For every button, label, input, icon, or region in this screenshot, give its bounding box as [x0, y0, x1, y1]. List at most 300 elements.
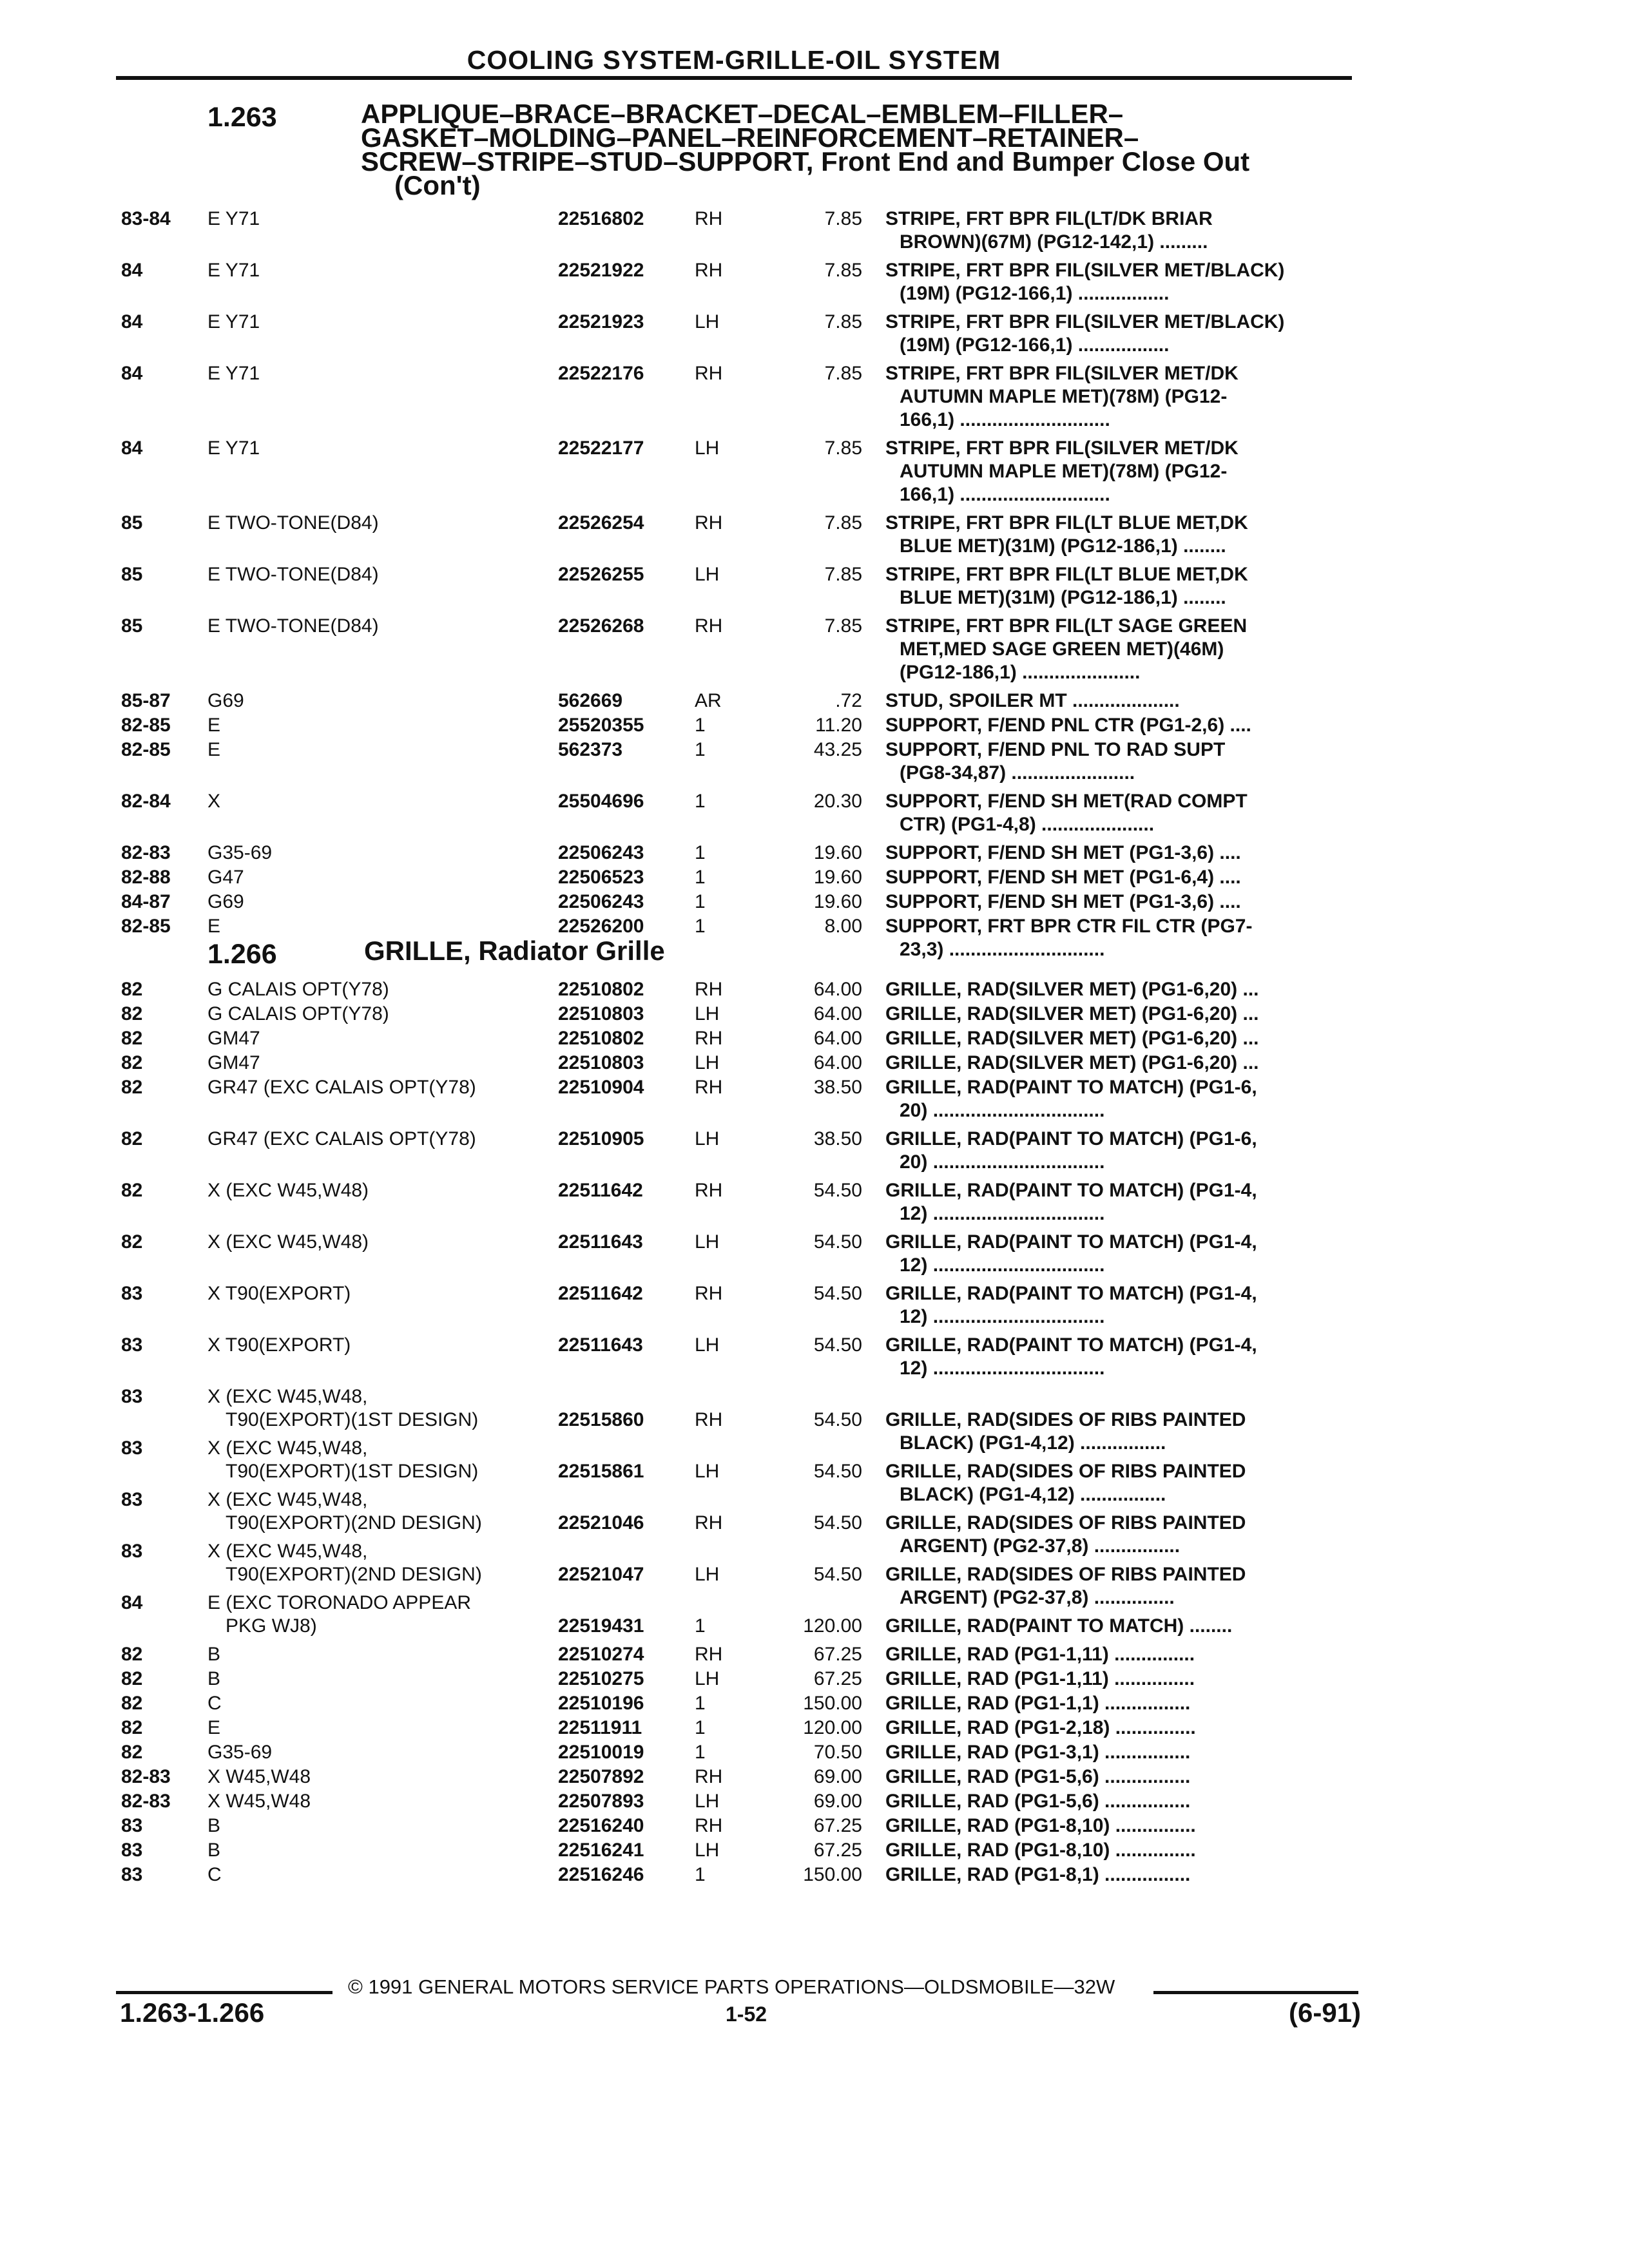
part-number-cell: 22510802 — [558, 979, 644, 1000]
application-line-2: T90(EXPORT)(2ND DESIGN) — [226, 1564, 482, 1585]
application-text: G CALAIS OPT(Y78) — [207, 1003, 389, 1024]
application-cell — [207, 311, 555, 334]
application-cell — [207, 615, 555, 638]
description-cell — [885, 738, 1362, 785]
section-title-line-1: APPLIQUE–BRACE–BRACKET–DECAL–EMBLEM–FILLER– — [361, 99, 1124, 129]
quantity-cell: 1 — [695, 1864, 706, 1885]
application-text: G35-69 — [207, 1742, 273, 1763]
price-cell: 7.85 — [824, 208, 862, 229]
price-cell: 120.00 — [803, 1615, 862, 1637]
description-cell — [885, 790, 1362, 836]
price-cell: 64.00 — [813, 1052, 862, 1073]
description-cell — [885, 1716, 1362, 1740]
application-cell — [207, 1334, 555, 1357]
description-line-2: 12) ................................ — [900, 1254, 1105, 1276]
price-cell: 19.60 — [813, 842, 862, 863]
price-cell: 70.50 — [813, 1742, 862, 1763]
application-cell — [207, 1765, 555, 1789]
price-cell: 54.50 — [813, 1334, 862, 1356]
table-row — [121, 1052, 1358, 1075]
year-cell: 83 — [121, 1283, 143, 1304]
application-text: G CALAIS OPT(Y78) — [207, 979, 389, 1000]
table-row — [121, 1076, 1358, 1122]
application-cell — [207, 790, 555, 813]
section-title-continued: (Con't) — [394, 170, 481, 200]
quantity-cell: RH — [695, 1644, 723, 1665]
description-line-2: 12) ................................ — [900, 1306, 1105, 1327]
part-number-cell: 22526254 — [558, 512, 644, 533]
year-cell: 85 — [121, 564, 143, 585]
quantity-cell: LH — [695, 564, 720, 585]
part-number-cell: 22515860 — [558, 1409, 644, 1430]
footer-rule-right — [1153, 1991, 1358, 1994]
quantity-cell: 1 — [695, 867, 706, 888]
description-line-1: GRILLE, RAD(SIDES OF RIBS PAINTED — [885, 1461, 1246, 1482]
table-row — [121, 1667, 1358, 1691]
quantity-cell: 1 — [695, 1742, 706, 1763]
table-row — [121, 1488, 1358, 1557]
price-cell: 69.00 — [813, 1766, 862, 1787]
part-number-cell: 22510803 — [558, 1052, 644, 1073]
part-number-cell: 22506523 — [558, 867, 644, 888]
part-number-cell: 22510802 — [558, 1028, 644, 1049]
description-cell — [885, 714, 1362, 737]
application-text: C — [207, 1864, 222, 1885]
year-cell: 82-85 — [121, 715, 171, 736]
application-line-1: E (EXC TORONADO APPEAR — [207, 1592, 471, 1613]
description-line-1: STRIPE, FRT BPR FIL(LT BLUE MET,DK — [885, 512, 1248, 533]
table-row — [121, 1385, 1358, 1454]
price-cell: 150.00 — [803, 1693, 862, 1714]
table-row — [121, 1814, 1358, 1838]
quantity-cell: 1 — [695, 842, 706, 863]
part-number-cell: 22507893 — [558, 1791, 644, 1812]
footer-section-range: 1.263-1.266 — [120, 1997, 265, 2028]
quantity-cell: 1 — [695, 715, 706, 736]
application-cell — [207, 1839, 555, 1862]
application-cell — [207, 1027, 555, 1050]
application-text: GM47 — [207, 1052, 260, 1073]
quantity-cell: AR — [695, 690, 722, 711]
quantity-cell: RH — [695, 1409, 723, 1430]
application-cell — [207, 714, 555, 737]
description-line-1: SUPPORT, F/END SH MET(RAD COMPT — [885, 791, 1248, 812]
part-number-cell: 22506243 — [558, 842, 644, 863]
description-line-1: SUPPORT, FRT BPR CTR FIL CTR (PG7- — [885, 916, 1253, 937]
application-text: E — [207, 739, 221, 760]
description-cell — [885, 1231, 1362, 1277]
application-line-1: X (EXC W45,W48, — [207, 1386, 368, 1407]
price-cell: 54.50 — [813, 1409, 862, 1430]
table-row — [121, 790, 1358, 836]
quantity-cell: RH — [695, 615, 723, 637]
description-cell — [885, 1027, 1362, 1050]
table-row — [121, 207, 1358, 254]
application-text: B — [207, 1644, 221, 1665]
description-line-1: STRIPE, FRT BPR FIL(LT/DK BRIAR — [885, 208, 1213, 229]
part-number-cell: 22510803 — [558, 1003, 644, 1024]
price-cell: 38.50 — [813, 1128, 862, 1149]
price-cell: 7.85 — [824, 615, 862, 637]
year-cell: 82-83 — [121, 1791, 171, 1812]
description-cell — [885, 689, 1362, 713]
price-cell: 7.85 — [824, 437, 862, 459]
description-cell — [885, 1863, 1362, 1887]
table-row — [121, 311, 1358, 357]
description-line-2: 12) ................................ — [900, 1203, 1105, 1224]
part-number-cell: 22526200 — [558, 916, 644, 937]
description-line-1: GRILLE, RAD(SIDES OF RIBS PAINTED — [885, 1409, 1246, 1430]
application-text: X T90(EXPORT) — [207, 1283, 351, 1304]
description-line-2: 23,3) ............................. — [900, 939, 1105, 960]
part-number-cell: 22521923 — [558, 311, 644, 332]
application-text: X (EXC W45,W48) — [207, 1180, 369, 1201]
application-text: C — [207, 1693, 222, 1714]
year-cell: 83 — [121, 1815, 143, 1836]
price-cell: 69.00 — [813, 1791, 862, 1812]
part-number-cell: 22521047 — [558, 1564, 644, 1585]
part-number-cell: 25520355 — [558, 715, 644, 736]
application-cell — [207, 915, 555, 938]
application-cell — [207, 1741, 555, 1764]
table-row — [121, 738, 1358, 785]
table-row — [121, 615, 1358, 684]
application-cell — [207, 1488, 555, 1535]
year-cell: 83 — [121, 1386, 143, 1407]
description-line-2: MET,MED SAGE GREEN MET)(46M) — [900, 639, 1224, 660]
price-cell: 67.25 — [813, 1644, 862, 1665]
price-cell: 64.00 — [813, 1003, 862, 1024]
price-cell: 54.50 — [813, 1231, 862, 1253]
year-cell: 85-87 — [121, 690, 171, 711]
year-cell: 82-85 — [121, 739, 171, 760]
application-text: GM47 — [207, 1028, 260, 1049]
year-cell: 83 — [121, 1334, 143, 1356]
description-line-1: GRILLE, RAD(SILVER MET) (PG1-6,20) ... — [885, 979, 1259, 1000]
quantity-cell: RH — [695, 512, 723, 533]
application-text: G69 — [207, 891, 244, 912]
quantity-cell: LH — [695, 1334, 720, 1356]
description-line-1: SUPPORT, F/END PNL TO RAD SUPT — [885, 739, 1226, 760]
application-cell — [207, 866, 555, 889]
application-cell — [207, 1814, 555, 1838]
description-line-1: GRILLE, RAD (PG1-2,18) ............... — [885, 1717, 1196, 1738]
price-cell: 54.50 — [813, 1564, 862, 1585]
description-line-1: STRIPE, FRT BPR FIL(SILVER MET/DK — [885, 437, 1239, 459]
quantity-cell: RH — [695, 208, 723, 229]
application-cell — [207, 1076, 555, 1099]
description-line-1: SUPPORT, F/END PNL CTR (PG1-2,6) .... — [885, 715, 1251, 736]
description-line-1: GRILLE, RAD (PG1-1,1) ................ — [885, 1693, 1191, 1714]
application-cell — [207, 890, 555, 914]
page-title: COOLING SYSTEM-GRILLE-OIL SYSTEM — [467, 45, 1001, 75]
description-cell — [885, 437, 1362, 506]
price-cell: 54.50 — [813, 1461, 862, 1482]
footer-page-number: 1-52 — [726, 2003, 767, 2026]
quantity-cell: RH — [695, 1180, 723, 1201]
price-cell: .72 — [835, 690, 862, 711]
application-text: GR47 (EXC CALAIS OPT(Y78) — [207, 1077, 476, 1098]
part-number-cell: 22516802 — [558, 208, 644, 229]
section-number: 1.266 — [207, 939, 277, 970]
application-cell — [207, 1692, 555, 1715]
table-row — [121, 1437, 1358, 1505]
part-number-cell: 22515861 — [558, 1461, 644, 1482]
description-line-1: GRILLE, RAD (PG1-3,1) ................ — [885, 1742, 1191, 1763]
part-number-cell: 22507892 — [558, 1766, 644, 1787]
description-cell — [885, 1839, 1362, 1862]
description-line-2: ARGENT) (PG2-37,8) ............... — [900, 1587, 1175, 1608]
application-text: E — [207, 1717, 221, 1738]
description-line-3: (PG12-186,1) ...................... — [900, 662, 1141, 683]
description-line-1: GRILLE, RAD (PG1-5,6) ................ — [885, 1766, 1191, 1787]
table-row — [121, 1790, 1358, 1813]
footer-rule-left — [116, 1991, 333, 1994]
description-cell — [885, 1615, 1362, 1638]
table-row — [121, 1179, 1358, 1225]
application-text: E Y71 — [207, 208, 260, 229]
description-line-1: SUPPORT, F/END SH MET (PG1-6,4) .... — [885, 867, 1241, 888]
description-line-2: (19M) (PG12-166,1) ................. — [900, 283, 1170, 304]
price-cell: 19.60 — [813, 891, 862, 912]
application-text: B — [207, 1840, 221, 1861]
quantity-cell: 1 — [695, 1693, 706, 1714]
description-line-1: GRILLE, RAD (PG1-1,11) ............... — [885, 1644, 1195, 1665]
table-row — [121, 362, 1358, 432]
description-line-1: GRILLE, RAD(PAINT TO MATCH) (PG1-4, — [885, 1283, 1257, 1304]
description-cell — [885, 311, 1362, 357]
part-number-cell: 22510196 — [558, 1693, 644, 1714]
description-cell — [885, 978, 1362, 1001]
application-text: E Y71 — [207, 311, 260, 332]
price-cell: 43.25 — [813, 739, 862, 760]
table-row — [121, 1643, 1358, 1666]
description-line-1: GRILLE, RAD (PG1-8,1) ................ — [885, 1864, 1191, 1885]
part-number-cell: 22526268 — [558, 615, 644, 637]
application-line-2: PKG WJ8) — [226, 1615, 317, 1637]
year-cell: 83-84 — [121, 208, 171, 229]
table-row — [121, 1027, 1358, 1050]
application-line-2: T90(EXPORT)(2ND DESIGN) — [226, 1512, 482, 1533]
quantity-cell: RH — [695, 979, 723, 1000]
description-line-1: STRIPE, FRT BPR FIL(SILVER MET/BLACK) — [885, 311, 1285, 332]
price-cell: 54.50 — [813, 1512, 862, 1533]
part-number-cell: 562373 — [558, 739, 623, 760]
table-row — [121, 714, 1358, 737]
quantity-cell: RH — [695, 363, 723, 384]
description-line-2: BLACK) (PG1-4,12) ................ — [900, 1484, 1166, 1505]
description-line-2: 12) ................................ — [900, 1358, 1105, 1379]
application-cell — [207, 207, 555, 231]
year-cell: 83 — [121, 1864, 143, 1885]
quantity-cell: LH — [695, 1461, 720, 1482]
description-line-2: (19M) (PG12-166,1) ................. — [900, 334, 1170, 356]
year-cell: 82-83 — [121, 842, 171, 863]
application-text: E — [207, 715, 221, 736]
table-row — [121, 1591, 1358, 1638]
year-cell: 83 — [121, 1489, 143, 1510]
quantity-cell: RH — [695, 1766, 723, 1787]
table-row — [121, 1765, 1358, 1789]
price-cell: 54.50 — [813, 1283, 862, 1304]
price-cell: 20.30 — [813, 791, 862, 812]
price-cell: 7.85 — [824, 363, 862, 384]
description-cell — [885, 841, 1362, 865]
part-number-cell: 22510904 — [558, 1077, 644, 1098]
part-number-cell: 22506243 — [558, 891, 644, 912]
description-line-2: BLACK) (PG1-4,12) ................ — [900, 1432, 1166, 1454]
table-row — [121, 890, 1358, 914]
part-number-cell: 562669 — [558, 690, 623, 711]
description-line-2: BROWN)(67M) (PG12-142,1) ......... — [900, 231, 1208, 253]
application-text: X T90(EXPORT) — [207, 1334, 351, 1356]
application-text: G35-69 — [207, 842, 273, 863]
year-cell: 82 — [121, 1128, 143, 1149]
price-cell: 120.00 — [803, 1717, 862, 1738]
description-line-1: GRILLE, RAD(SILVER MET) (PG1-6,20) ... — [885, 1003, 1259, 1024]
application-cell — [207, 1716, 555, 1740]
table-row — [121, 1334, 1358, 1380]
application-cell — [207, 1179, 555, 1202]
description-line-3: 166,1) ............................ — [900, 409, 1110, 430]
application-cell — [207, 841, 555, 865]
application-cell — [207, 1437, 555, 1483]
year-cell: 82 — [121, 1644, 143, 1665]
price-cell: 67.25 — [813, 1840, 862, 1861]
application-cell — [207, 1282, 555, 1305]
price-cell: 7.85 — [824, 512, 862, 533]
quantity-cell: RH — [695, 260, 723, 281]
part-number-cell: 22510905 — [558, 1128, 644, 1149]
quantity-cell: LH — [695, 437, 720, 459]
year-cell: 82-85 — [121, 916, 171, 937]
description-line-1: SUPPORT, F/END SH MET (PG1-3,6) .... — [885, 842, 1241, 863]
quantity-cell: LH — [695, 311, 720, 332]
price-cell: 67.25 — [813, 1668, 862, 1689]
application-line-2: T90(EXPORT)(1ST DESIGN) — [226, 1461, 479, 1482]
description-line-1: GRILLE, RAD (PG1-1,11) ............... — [885, 1668, 1195, 1689]
description-cell — [885, 1765, 1362, 1789]
description-line-1: STRIPE, FRT BPR FIL(LT BLUE MET,DK — [885, 564, 1248, 585]
application-cell — [207, 1385, 555, 1432]
footer-date: (6-91) — [1289, 1997, 1362, 2028]
table-row — [121, 978, 1358, 1001]
price-cell: 38.50 — [813, 1077, 862, 1098]
part-number-cell: 22522176 — [558, 363, 644, 384]
part-number-cell: 22521922 — [558, 260, 644, 281]
part-number-cell: 22516241 — [558, 1840, 644, 1861]
description-cell — [885, 1741, 1362, 1764]
quantity-cell: LH — [695, 1840, 720, 1861]
quantity-cell: RH — [695, 1077, 723, 1098]
table-row — [121, 1839, 1358, 1862]
application-text: X W45,W48 — [207, 1766, 311, 1787]
application-cell — [207, 1591, 555, 1638]
application-text: X — [207, 791, 221, 812]
application-cell — [207, 1643, 555, 1666]
quantity-cell: 1 — [695, 791, 706, 812]
description-line-1: STUD, SPOILER MT .................... — [885, 690, 1180, 711]
part-number-cell: 22511643 — [558, 1231, 643, 1253]
page-header — [116, 44, 1352, 80]
part-number-cell: 22521046 — [558, 1512, 644, 1533]
description-line-1: SUPPORT, F/END SH MET (PG1-3,6) .... — [885, 891, 1241, 912]
description-line-1: STRIPE, FRT BPR FIL(SILVER MET/BLACK) — [885, 260, 1285, 281]
part-number-cell: 22511642 — [558, 1283, 643, 1304]
price-cell: 7.85 — [824, 311, 862, 332]
part-number-cell: 22526255 — [558, 564, 644, 585]
description-line-2: BLUE MET)(31M) (PG12-186,1) ........ — [900, 587, 1226, 608]
table-row — [121, 563, 1358, 610]
description-cell — [885, 1052, 1362, 1075]
table-row — [121, 1128, 1358, 1174]
description-line-1: GRILLE, RAD(SIDES OF RIBS PAINTED — [885, 1564, 1246, 1585]
table-row — [121, 866, 1358, 889]
quantity-cell: LH — [695, 1231, 720, 1253]
price-cell: 64.00 — [813, 1028, 862, 1049]
description-cell — [885, 259, 1362, 305]
description-line-2: ARGENT) (PG2-37,8) ................ — [900, 1535, 1181, 1557]
description-cell — [885, 1643, 1362, 1666]
price-cell: 8.00 — [824, 916, 862, 937]
year-cell: 82 — [121, 1231, 143, 1253]
application-cell — [207, 1052, 555, 1075]
application-line-1: X (EXC W45,W48, — [207, 1489, 368, 1510]
application-cell — [207, 1128, 555, 1151]
description-cell — [885, 563, 1362, 610]
year-cell: 82-88 — [121, 867, 171, 888]
part-number-cell: 22519431 — [558, 1615, 644, 1637]
quantity-cell: LH — [695, 1128, 720, 1149]
section-title-line-3: SCREW–STRIPE–STUD–SUPPORT, Front End and Bumper Close Out — [361, 146, 1250, 177]
application-text: E — [207, 916, 221, 937]
year-cell: 82-83 — [121, 1766, 171, 1787]
part-number-cell: 22510274 — [558, 1644, 644, 1665]
description-cell — [885, 1003, 1362, 1026]
quantity-cell: 1 — [695, 891, 706, 912]
application-text: E TWO-TONE(D84) — [207, 615, 379, 637]
part-number-cell: 25504696 — [558, 791, 644, 812]
table-row — [121, 1692, 1358, 1715]
quantity-cell: RH — [695, 1512, 723, 1533]
application-cell — [207, 1863, 555, 1887]
year-cell: 84 — [121, 260, 143, 281]
description-line-2: BLUE MET)(31M) (PG12-186,1) ........ — [900, 535, 1226, 557]
part-number-cell: 22511911 — [558, 1717, 642, 1738]
quantity-cell: 1 — [695, 1615, 706, 1637]
description-line-1: GRILLE, RAD(PAINT TO MATCH) (PG1-6, — [885, 1077, 1257, 1098]
application-cell — [207, 1231, 555, 1254]
description-line-1: GRILLE, RAD(SILVER MET) (PG1-6,20) ... — [885, 1052, 1259, 1073]
application-line-2: T90(EXPORT)(1ST DESIGN) — [226, 1409, 479, 1430]
section-title — [361, 99, 1366, 200]
quantity-cell: 1 — [695, 916, 706, 937]
year-cell: 84 — [121, 363, 143, 384]
application-text: B — [207, 1668, 221, 1689]
description-cell — [885, 615, 1362, 684]
application-text: E Y71 — [207, 437, 260, 459]
application-cell — [207, 362, 555, 385]
section-title: GRILLE, Radiator Grille — [364, 936, 665, 966]
price-cell: 54.50 — [813, 1180, 862, 1201]
year-cell: 82 — [121, 1717, 143, 1738]
description-line-1: GRILLE, RAD (PG1-8,10) ............... — [885, 1815, 1196, 1836]
quantity-cell: 1 — [695, 739, 706, 760]
description-line-2: CTR) (PG1-4,8) ..................... — [900, 814, 1155, 835]
application-text: B — [207, 1815, 221, 1836]
application-cell — [207, 1540, 555, 1586]
description-cell — [885, 890, 1362, 914]
